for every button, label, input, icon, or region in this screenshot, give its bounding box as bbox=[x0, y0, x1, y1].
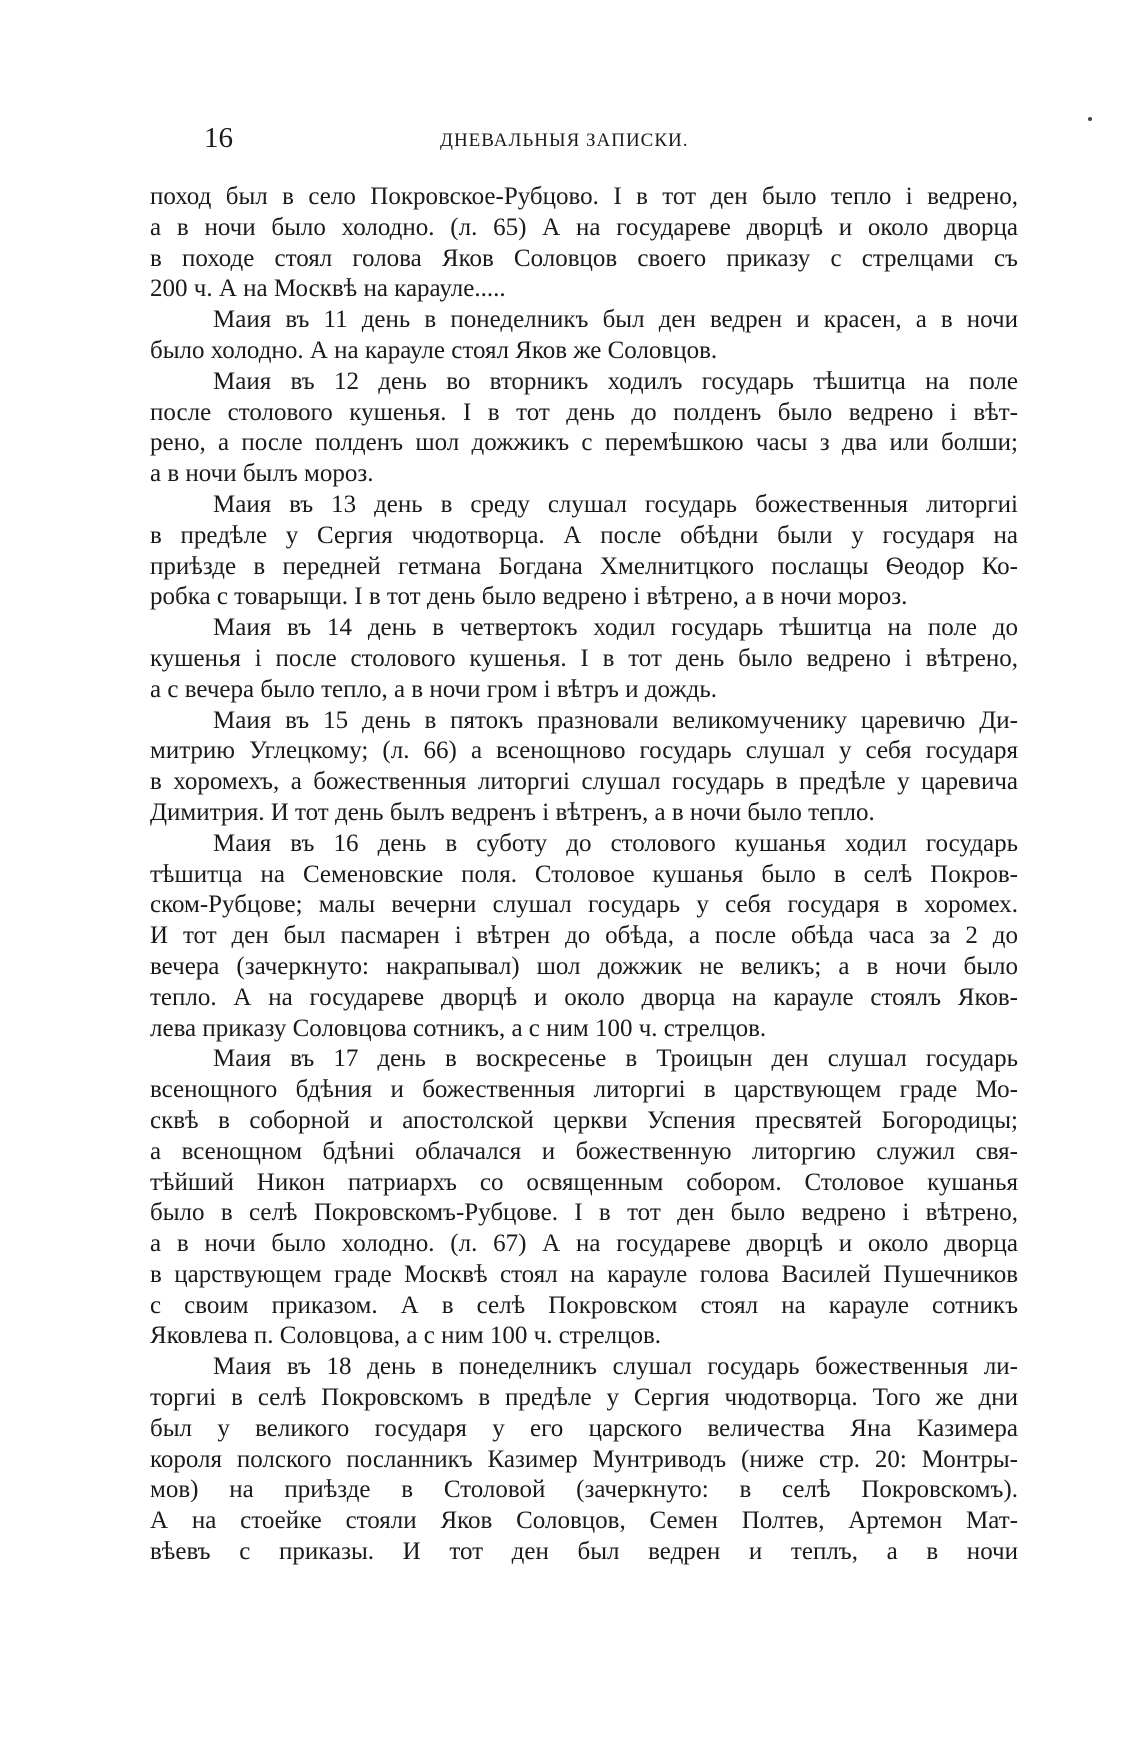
page-number: 16 bbox=[204, 122, 233, 154]
text-line: в хоромехъ, а божественныя литоргиі слушал государь в предѣле у царевича bbox=[150, 768, 1018, 796]
text-line: ском-Рубцове; малы вечерни слушал государь у себя государя в хоромех. bbox=[150, 891, 1018, 919]
text-line: а в ночи было холодно. (л. 65) А на государеве дворцѣ и около дворца bbox=[150, 213, 1018, 241]
text-line: в походе стоял голова Яков Соловцов своего приказу с стрелцами съ bbox=[150, 244, 1018, 272]
text-line: мов) на приѣзде в Столовой (зачеркнуто: в селѣ Покровскомъ). bbox=[150, 1476, 1018, 1504]
text-line: а в ночи былъ мороз. bbox=[150, 460, 374, 488]
text-line: в предѣле у Сергия чюдотворца. А после обѣдни были у государя на bbox=[150, 521, 1018, 549]
text-line: всенощного бдѣния и божественныя литоргиі в царствующем граде Мо- bbox=[150, 1076, 1018, 1104]
text-line: Маия въ 13 день в среду слушал государь божественныя литоргиі bbox=[213, 490, 1018, 518]
text-line: а в ночи было холодно. (л. 67) А на государеве дворцѣ и около дворца bbox=[150, 1230, 1018, 1258]
text-line: Маия въ 16 день в суботу до столового кушанья ходил государь bbox=[213, 829, 1018, 857]
text-line: рено, а после полденъ шол дожжикъ с перемѣшкою часы з два или болши; bbox=[150, 429, 1018, 457]
text-line: кушенья і после столового кушенья. I в тот день было ведрено і вѣтрено, bbox=[150, 644, 1018, 672]
text-line: а с вечера было тепло, а в ночи гром і вѣтръ и дождь. bbox=[150, 675, 717, 703]
body-text bbox=[150, 182, 1018, 1568]
text-line: тѣшитца на Семеновские поля. Столовое кушанья было в селѣ Покров- bbox=[150, 860, 1018, 888]
text-line: Маия въ 18 день в понеделникъ слушал государь божественныя ли- bbox=[213, 1353, 1018, 1381]
running-title: ДНЕВАЛЬНЫЯ ЗАПИСКИ. bbox=[440, 130, 689, 151]
text-line: короля полского посланникъ Казимер Мунтриводъ (ниже стр. 20: Монтры- bbox=[150, 1445, 1018, 1473]
text-line: митрию Углецкому; (л. 66) а всенощново государь слушал у себя государя bbox=[150, 737, 1018, 765]
text-line: с своим приказом. А в селѣ Покровском стоял на карауле сотникъ bbox=[150, 1291, 1018, 1319]
text-line: сквѣ в соборной и апостолской церкви Успения пресвятей Богородицы; bbox=[150, 1106, 1018, 1134]
text-line: тѣйший Никон патриархъ со освященным собором. Столовое кушанья bbox=[150, 1168, 1018, 1196]
text-line: Маия въ 11 день в понеделникъ был ден ведрен и красен, а в ночи bbox=[213, 306, 1018, 334]
text-line: А на стоейке стояли Яков Соловцов, Семен Полтев, Артемон Мат- bbox=[150, 1507, 1018, 1535]
text-line: И тот ден был пасмарен і вѣтрен до обѣда, а после обѣда часа за 2 до bbox=[150, 922, 1018, 950]
text-line: после столового кушенья. I в тот день до полденъ было ведрено і вѣт- bbox=[150, 398, 1018, 426]
text-line: тепло. А на государеве дворцѣ и около дворца на карауле стоялъ Яков- bbox=[150, 983, 1018, 1011]
text-line: а всенощном бдѣниі облачался и божественную литоргию служил свя- bbox=[150, 1137, 1018, 1165]
text-line: приѣзде в передней гетмана Богдана Хмелнитцкого послащы Ѳеодор Ко- bbox=[150, 552, 1018, 580]
text-line: Маия въ 15 день в пятокъ празновали великомученику царевичю Ди- bbox=[213, 706, 1018, 734]
text-line: Маия въ 14 день в четвертокъ ходил государь тѣшитца на поле до bbox=[213, 614, 1018, 642]
text-line: вечера (зачеркнуто: накрапывал) шол дожжик не великъ; а в ночи было bbox=[150, 952, 1018, 980]
text-line: вѣевъ с приказы. И тот ден был ведрен и теплъ, а в ночи bbox=[150, 1538, 1018, 1566]
text-line: было в селѣ Покровскомъ-Рубцове. I в тот ден было ведрено і вѣтрено, bbox=[150, 1199, 1018, 1227]
text-line: лева приказу Соловцова сотникъ, а с ним 100 ч. стрелцов. bbox=[150, 1014, 767, 1042]
text-line: было холодно. А на карауле стоял Яков же Соловцов. bbox=[150, 336, 718, 364]
text-line: Яковлева п. Соловцова, а с ним 100 ч. стрелцов. bbox=[150, 1322, 662, 1350]
text-line: 200 ч. А на Москвѣ на карауле..... bbox=[150, 275, 506, 303]
text-line: торгиі в селѣ Покровскомъ в предѣле у Сергия чюдотворца. Того же дни bbox=[150, 1384, 1018, 1412]
text-line: Маия въ 12 день во вторникъ ходилъ государь тѣшитца на поле bbox=[213, 367, 1018, 395]
text-line: был у великого государя у его царского величества Яна Казимера bbox=[150, 1414, 1018, 1442]
text-line: Маия въ 17 день в воскресенье в Троицын ден слушал государь bbox=[213, 1045, 1018, 1073]
text-line: робка с товарыщи. I в тот день было ведрено і вѣтрено, а в ночи мороз. bbox=[150, 583, 908, 611]
print-speck bbox=[1088, 117, 1092, 121]
text-line: поход был в село Покровское-Рубцово. I в тот ден было тепло і ведрено, bbox=[150, 183, 1018, 210]
text-line: в царствующем граде Москвѣ стоял на карауле голова Василей Пушечников bbox=[150, 1260, 1018, 1288]
text-line: Димитрия. И тот день былъ ведренъ і вѣтренъ, а в ночи было тепло. bbox=[150, 798, 875, 826]
page-header bbox=[150, 118, 1018, 158]
